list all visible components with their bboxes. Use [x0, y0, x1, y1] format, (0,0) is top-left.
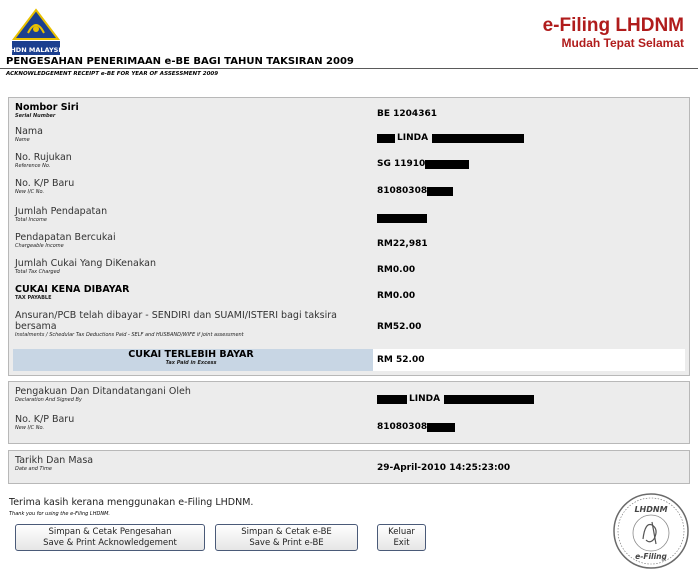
- label-en: Total Tax Charged: [15, 269, 60, 275]
- stamp-top-text: LHDNM: [634, 505, 668, 514]
- label-en: Total Income: [15, 217, 47, 223]
- value: RM0.00: [377, 265, 416, 275]
- efiling-stamp-icon: [612, 492, 690, 570]
- value: LINDA: [397, 133, 429, 143]
- label-en: TAX PAYABLE: [15, 295, 52, 301]
- value: 29-April-2010 14:25:23:00: [377, 463, 511, 473]
- label: CUKAI TERLEBIH BAYAR: [128, 349, 254, 360]
- label: Jumlah Pendapatan: [15, 206, 108, 217]
- value: LINDA: [409, 394, 441, 404]
- value: SG 11910: [377, 159, 426, 169]
- label-en: Date and Time: [15, 466, 52, 472]
- redaction: [427, 187, 453, 196]
- label: Nombor Siri: [15, 102, 79, 113]
- exit-button[interactable]: [377, 524, 426, 551]
- row-serial-number: [13, 102, 685, 125]
- row-instalments-paid: [13, 310, 685, 344]
- brand: [543, 15, 684, 51]
- button-label: Simpan & Cetak Pengesahan: [48, 526, 172, 537]
- redaction: [377, 134, 395, 143]
- row-name: [13, 126, 685, 150]
- brand-title: e-Filing LHDNM: [542, 15, 684, 36]
- label: Jumlah Cukai Yang DiKenakan: [15, 258, 157, 269]
- lhdn-logo: [6, 8, 66, 56]
- redaction: [427, 423, 455, 432]
- row-chargeable-income: [13, 232, 685, 256]
- value: RM52.00: [377, 322, 422, 332]
- label: Pendapatan Bercukai: [15, 232, 116, 243]
- stamp-bottom-text: e-Filing: [635, 552, 667, 561]
- value: RM22,981: [377, 239, 428, 249]
- button-label: Keluar: [388, 526, 415, 537]
- timestamp-panel: [8, 450, 690, 484]
- label-en: Reference No.: [15, 163, 51, 169]
- label-en: Chargeable Income: [15, 243, 64, 249]
- thank-you-text: Terima kasih kerana menggunakan e-Filing LHDNM.: [9, 497, 254, 508]
- label-en: New I/C No.: [15, 425, 45, 431]
- thank-you-text-en: Thank you for using the e-Filing LHDNM.: [9, 511, 110, 517]
- label: No. K/P Baru: [15, 178, 75, 189]
- redaction: [432, 134, 524, 143]
- label-en: Declaration And Signed By: [15, 397, 82, 403]
- divider: [0, 68, 698, 69]
- label: No. K/P Baru: [15, 414, 75, 425]
- label-en: New I/C No.: [15, 189, 45, 195]
- value: 81080308: [377, 186, 428, 196]
- receipt-panel: [8, 97, 690, 376]
- value: 81080308: [377, 422, 428, 432]
- page-subtitle: ACKNOWLEDGEMENT RECEIPT e-BE FOR YEAR OF ASSESSMENT 2009: [6, 71, 219, 77]
- save-print-acknowledgement-button[interactable]: [15, 524, 205, 551]
- button-label-en: Save & Print Acknowledgement: [43, 537, 177, 548]
- page-title: PENGESAHAN PENERIMAAN e-BE BAGI TAHUN TAKSIRAN 2009: [6, 56, 354, 67]
- label: Pengakuan Dan Ditandatangani Oleh: [15, 386, 191, 397]
- label: CUKAI KENA DIBAYAR: [15, 284, 130, 295]
- row-tax-overpaid: [13, 349, 685, 371]
- button-label: Simpan & Cetak e-BE: [241, 526, 332, 537]
- redaction: [377, 214, 427, 223]
- brand-tagline: Mudah Tepat Selamat: [561, 36, 684, 50]
- label-en: Tax Paid in Excess: [165, 360, 217, 366]
- row-ic-no: [13, 178, 685, 204]
- row-reference-no: [13, 152, 685, 176]
- row-declared-ic-no: [13, 414, 685, 440]
- row-tax-payable: [13, 284, 685, 308]
- row-total-income: [13, 206, 685, 230]
- row-declared-by: [13, 386, 685, 412]
- value: BE 1204361: [377, 108, 437, 119]
- label-en: Serial Number: [15, 113, 56, 119]
- declaration-panel: [8, 381, 690, 444]
- row-total-tax-charged: [13, 258, 685, 282]
- label: Tarikh Dan Masa: [15, 455, 94, 466]
- value: RM0.00: [377, 291, 416, 301]
- button-label-en: Save & Print e-BE: [249, 537, 324, 548]
- label: Ansuran/PCB telah dibayar - SENDIRI dan SUAMI/ISTERI bagi taksira bersama: [15, 310, 337, 332]
- redaction: [444, 395, 534, 404]
- save-print-ebe-button[interactable]: [215, 524, 358, 551]
- redaction: [377, 395, 407, 404]
- value: RM 52.00: [377, 355, 425, 365]
- button-label-en: Exit: [393, 537, 410, 548]
- logo-text: LHDN MALAYSIA: [6, 46, 66, 54]
- redaction: [425, 160, 469, 169]
- row-date-time: [13, 455, 685, 481]
- label: No. Rujukan: [15, 152, 72, 163]
- label-en: Instalments / Schedular Tax Deductions Paid - SELF and HUSBAND/WIFE if joint assessment: [15, 332, 244, 338]
- label: Nama: [15, 126, 44, 137]
- label-en: Name: [15, 137, 30, 143]
